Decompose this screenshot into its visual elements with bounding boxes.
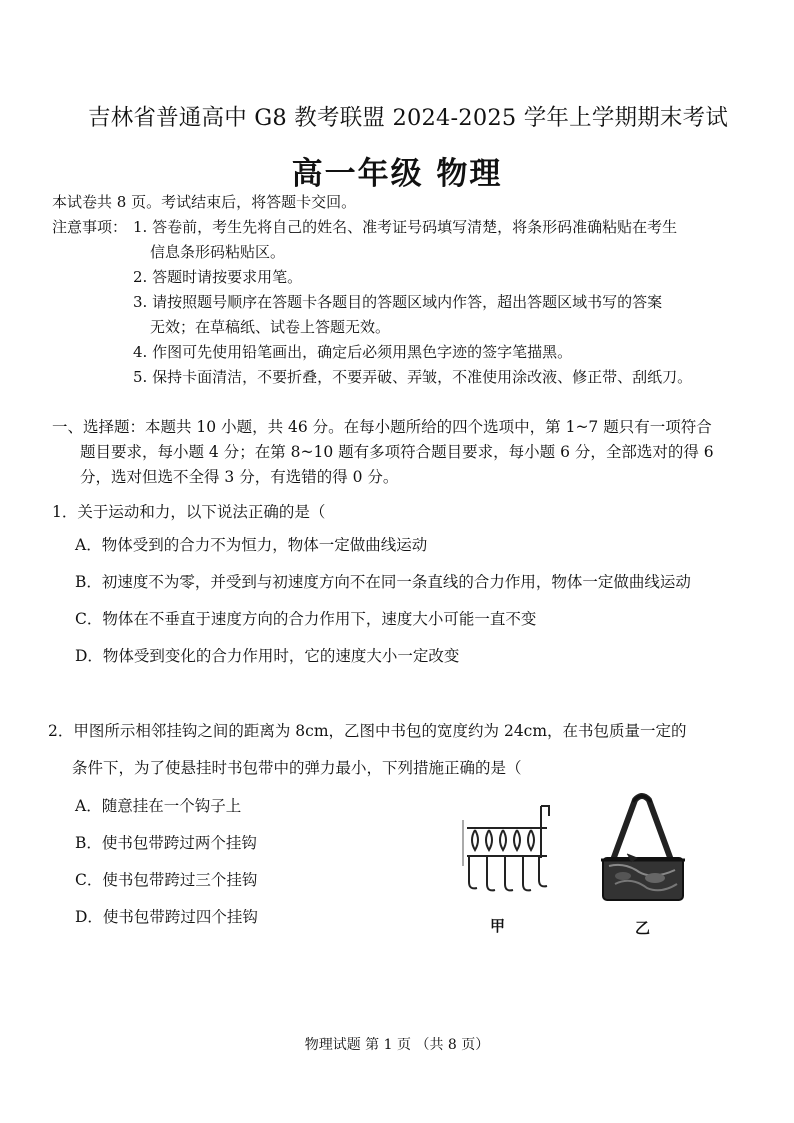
notice-item-4: 4. 作图可先使用铅笔画出，确定后必须用黑色字迹的签字笔描黑。 bbox=[133, 343, 573, 361]
q2-option-d: D．使书包带跨过四个挂钩 bbox=[75, 908, 258, 926]
notice-item-2: 2. 答题时请按要求用笔。 bbox=[133, 268, 303, 286]
q2-stem-line2: 条件下，为了使悬挂时书包带中的弹力最小，下列措施正确的是（ bbox=[72, 759, 522, 777]
exam-title: 吉林省普通高中 G8 教考联盟 2024-2025 学年上学期期末考试 bbox=[88, 105, 729, 131]
school-bag-figure bbox=[595, 788, 690, 906]
figure-yi-caption: 乙 bbox=[635, 919, 651, 937]
hook-rack-figure bbox=[455, 800, 565, 900]
notice-item-3-cont: 无效；在草稿纸、试卷上答题无效。 bbox=[150, 318, 391, 336]
intro-line: 本试卷共 8 页。考试结束后，将答题卡交回。 bbox=[52, 193, 357, 211]
q1-option-a: A．物体受到的合力不为恒力，物体一定做曲线运动 bbox=[75, 536, 428, 554]
page-footer: 物理试题 第 1 页 （共 8 页） bbox=[304, 1037, 490, 1053]
notice-item-1: 1. 答卷前，考生先将自己的姓名、准考证号码填写清楚，将条形码准确粘贴在考生 bbox=[133, 218, 678, 236]
notice-label: 注意事项： bbox=[52, 218, 128, 236]
q1-stem: 1．关于运动和力，以下说法正确的是（ bbox=[52, 503, 326, 521]
figure-jia-caption: 甲 bbox=[490, 917, 506, 935]
exam-subtitle: 高一年级 物理 bbox=[291, 156, 503, 192]
section1-line-2: 题目要求，每小题 4 分；在第 8~10 题有多项符合题目要求，每小题 6 分，全部选对的得 6 bbox=[80, 443, 714, 461]
notice-item-3: 3. 请按照题号顺序在答题卡各题目的答题区域内作答，超出答题区域书写的答案 bbox=[133, 293, 663, 311]
q2-option-c: C．使书包带跨过三个挂钩 bbox=[75, 871, 258, 889]
q2-stem-line1: 2．甲图所示相邻挂钩之间的距离为 8cm，乙图中书包的宽度约为 24cm，在书包质量一定的 bbox=[48, 722, 687, 740]
section1-line-3: 分，选对但选不全得 3 分，有选错的得 0 分。 bbox=[80, 468, 399, 486]
q1-option-d: D．物体受到变化的合力作用时，它的速度大小一定改变 bbox=[75, 647, 460, 665]
notice-item-5: 5. 保持卡面清洁，不要折叠，不要弄破、弄皱，不准使用涂改液、修正带、刮纸刀。 bbox=[133, 368, 693, 386]
q2-option-b: B．使书包带跨过两个挂钩 bbox=[75, 834, 257, 852]
q1-option-c: C．物体在不垂直于速度方向的合力作用下，速度大小可能一直不变 bbox=[75, 610, 537, 628]
q1-option-b: B．初速度不为零，并受到与初速度方向不在同一条直线的合力作用，物体一定做曲线运动 bbox=[75, 573, 691, 591]
section1-line-1: 一、选择题：本题共 10 小题，共 46 分。在每小题所给的四个选项中，第 1~7 题只有一项符合 bbox=[52, 418, 712, 436]
q2-option-a: A．随意挂在一个钩子上 bbox=[75, 797, 242, 815]
notice-item-1-cont: 信息条形码粘贴区。 bbox=[150, 243, 286, 261]
